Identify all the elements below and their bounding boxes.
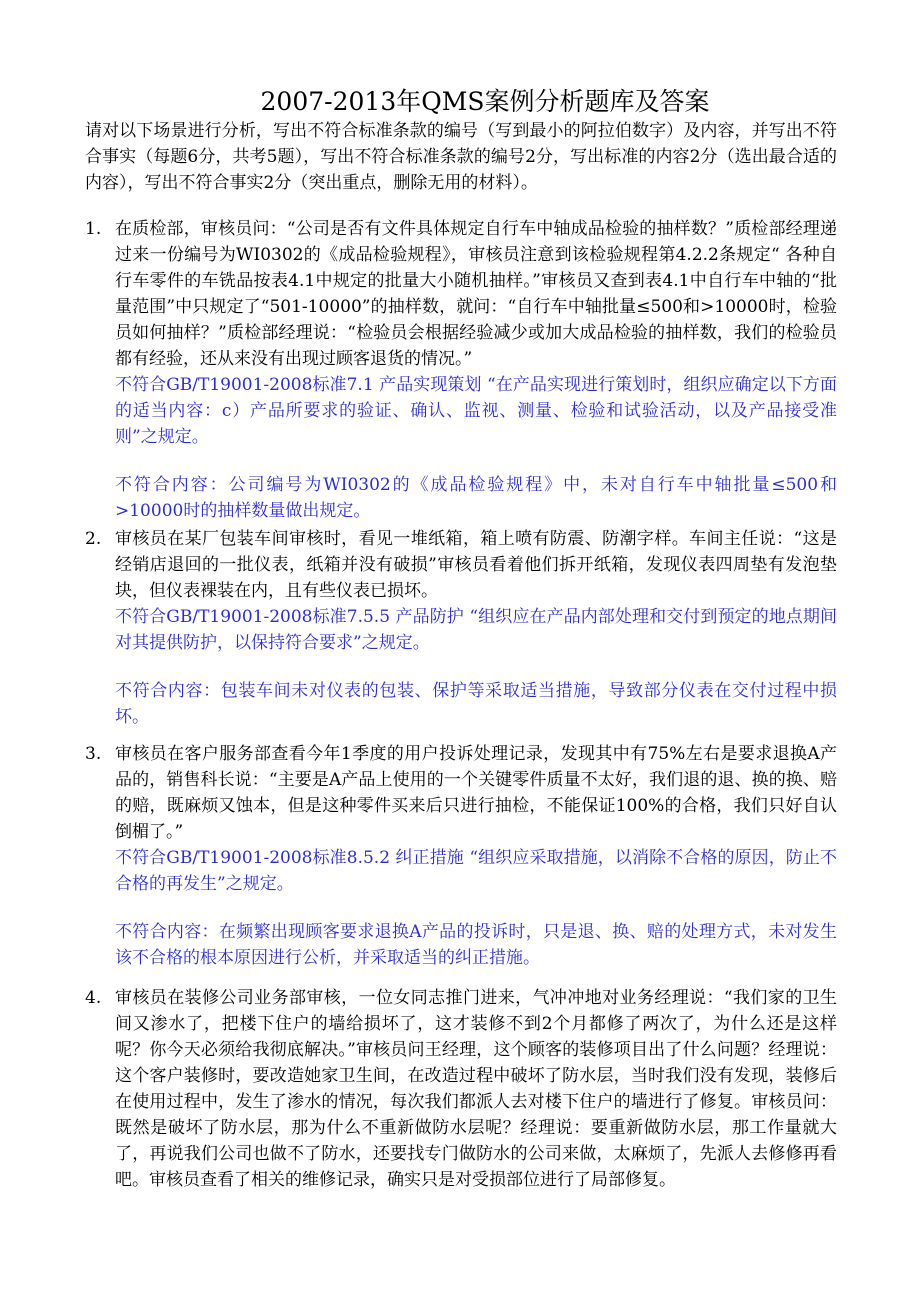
- question-body: [115, 526, 837, 730]
- answer-clause: 不符合GB/T19001-2008标准7.5.5 产品防护 “组织应在产品内部处理和交付到预定的地点期间对其提供防护，以保持符合要求”之规定。: [115, 607, 837, 653]
- paragraph-gap: [115, 656, 837, 678]
- question-body: [115, 216, 837, 524]
- question-scenario: 审核员在某厂包装车间审核时，看见一堆纸箱，箱上喷有防震、防潮字样。车间主任说：“这是经销店退回的一批仪表，纸箱并没有破损”审核员看着他们拆开纸箱，发现仪表四周垫有发泡垫块，但仪表裸装在内，且有些仪表已损坏。: [115, 529, 837, 601]
- question-scenario: 在质检部，审核员问：“公司是否有文件具体规定自行车中轴成品检验的抽样数？”质检部经理递过来一份编号为WI0302的《成品检验规程》，审核员注意到该检验规程第4.2.2条规定“ 各种自行车零件的车铣品按表4.1中规定的批量大小随机抽样。”审核员又查到表4.1中自行车中轴的“批量范围”中只规定了“501-10000”的抽样数，就问：“自行车中轴批量≤500和>10000时，检验员如何抽样？”质检部经理说：“检验员会根据经验减少或加大成品检验的抽样数，我们的检验员都有经验，还从来没有出现过顾客退货的情况。”: [115, 219, 837, 369]
- question-number: 3.: [85, 744, 102, 764]
- answer-finding: 不符合内容：在频繁出现顾客要求退换A产品的投诉时，只是退、换、赔的处理方式，未对发生该不合格的根本原因进行公析，并采取适当的纠正措施。: [115, 922, 837, 968]
- question-number: 4.: [85, 988, 102, 1008]
- question-scenario: 审核员在客户服务部查看今年1季度的用户投诉处理记录，发现其中有75%左右是要求退换A产品的，销售科长说：“主要是A产品上使用的一个关键零件质量不太好，我们退的退、换的换、赔的赔，既麻烦又蚀本，但是这种零件买来后只进行抽检，不能保证100%的合格，我们只好自认倒楣了。”: [115, 744, 837, 842]
- question-scenario: 审核员在装修公司业务部审核，一位女同志推门进来，气冲冲地对业务经理说：“我们家的卫生间又渗水了，把楼下住户的墙给损坏了，这才装修不到2个月都修了两次了，为什么还是这样呢？你今天必须给我彻底解决。”审核员问王经理，这个顾客的装修项目出了什么问题？经理说：这个客户装修时，要改造她家卫生间，在改造过程中破坏了防水层，当时我们没有发现，装修后在使用过程中，发生了渗水的情况，每次我们都派人去对楼下住户的墙进行了修复。审核员问：既然是破坏了防水层，那为什么不重新做防水层呢？经理说：要重新做防水层，那工作量就大了，再说我们公司也做不了防水，还要找专门做防水的公司来做，太麻烦了，先派人去修修再看吧。审核员查看了相关的维修记录，确实只是对受损部位进行了局部修复。: [115, 988, 837, 1190]
- question-body: [115, 741, 837, 971]
- answer-clause: 不符合GB/T19001-2008标准7.1 产品实现策划 “在产品实现进行策划时，组织应确定以下方面的适当内容：c）产品所要求的验证、确认、监视、测量、检验和试验活动，以及产品接受准则”之规定。: [115, 375, 837, 447]
- instructions-paragraph: 请对以下场景进行分析，写出不符合标准条款的编号（写到最小的阿拉伯数字）及内容，并写出不符合事实（每题6分，共考5题），写出不符合标准条款的编号2分，写出标准的内容2分（选出最合适的内容），写出不符合事实2分（突出重点，删除无用的材料）。: [85, 121, 837, 193]
- answer-finding: 不符合内容：包装车间未对仪表的包装、保护等采取适当措施，导致部分仪表在交付过程中损坏。: [115, 681, 837, 727]
- paragraph-gap: [115, 897, 837, 919]
- paragraph-gap: [115, 450, 837, 472]
- question-number: 2.: [85, 529, 102, 549]
- question-number: 1.: [85, 219, 102, 239]
- answer-clause: 不符合GB/T19001-2008标准8.5.2 纠正措施 “组织应采取措施，以消除不合格的原因，防止不合格的再发生”之规定。: [115, 848, 837, 894]
- question-body: [115, 985, 837, 1193]
- answer-finding: 不符合内容：公司编号为WI0302的《成品检验规程》中，未对自行车中轴批量≤500和>10000时的抽样数量做出规定。: [115, 475, 837, 521]
- document-title: 2007-2013年QMS案例分析题库及答案: [260, 87, 710, 116]
